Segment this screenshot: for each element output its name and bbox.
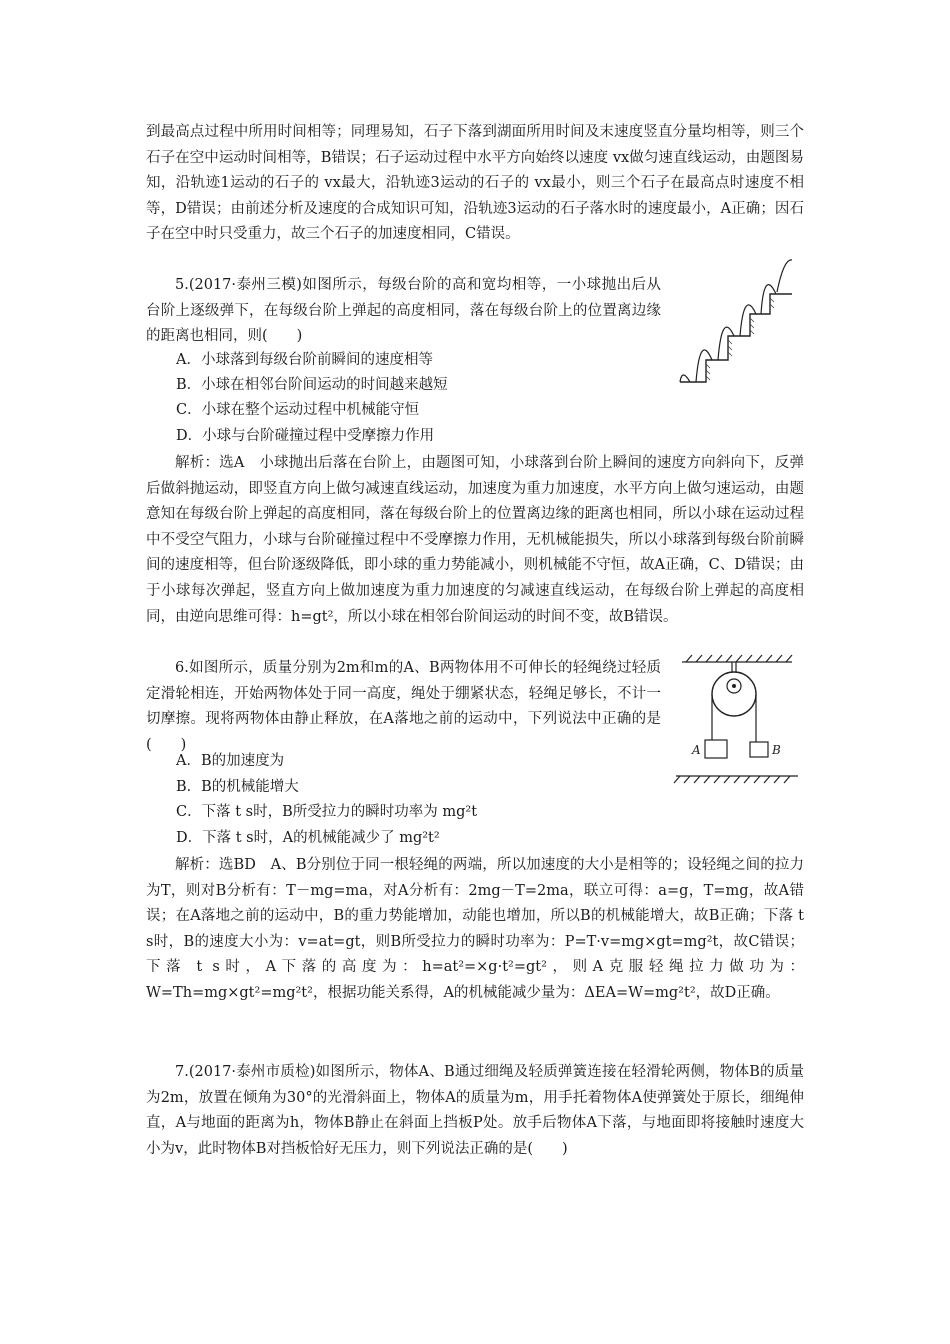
prev-analysis-paragraph: 到最高点过程中所用时间相等；同理易知，石子下落到湖面所用时间及末速度竖直分量均相等，则三个石子在空中运动时间相等，B错误；石子运动过程中水平方向始终以速度 vx做匀速直线运动，由题图易知，沿轨迹1运动的石子的 vx最大，沿轨迹3运动的石子的 vx最小，则三个石子在最高点时速度不相等，D错误；由前述分析及速度的合成知识可知，沿轨迹3运动的石子落水时的速度最小，A正确；因石子在空中时只受重力，故三个石子的加速度相同，C错误。 (146, 124, 804, 243)
q6-pulley-figure (672, 648, 807, 788)
q6-option-a[interactable]: A．B的加速度为 (176, 753, 285, 769)
q6-option-b[interactable]: B．B的机械能增大 (176, 779, 299, 795)
q7-stem: 7.(2017·泰州市质检)如图所示，物体A、B通过细绳及轻质弹簧连接在轻滑轮两侧，物体B的质量为2m，放置在倾角为30°的光滑斜面上，物体A的质量为m，用手托着物体A使弹簧处于原长，细绳伸直，A与地面的距离为h，物体B静止在斜面上挡板P处。放手后物体A下落，与地面即将接触时速度大小为v，此时物体B对挡板恰好无压力，则下列说法正确的是( ) (146, 1064, 804, 1157)
q5-option-c[interactable]: C．小球在整个运动过程中机械能守恒 (176, 402, 420, 418)
label-b: B (772, 743, 781, 757)
q6-option-c[interactable]: C．下落 t s时，B所受拉力的瞬时功率为 mg²t (176, 804, 478, 820)
q5-analysis: 解析：选A 小球抛出后落在台阶上，由题图可知，小球落到台阶上瞬间的速度方向斜向下，反弹后做斜抛运动，即竖直方向上做匀减速直线运动，加速度为重力加速度，水平方向上做匀速运动，由题意知在每级台阶上弹起的高度相同，落在每级台阶上的位置离边缘的距离也相同，所以小球在运动过程中不受空气阻力，小球与台阶碰撞过程中不受摩擦力作用，无机械能损失，所以小球落到每级台阶前瞬间的速度相等，但台阶逐级降低，即小球的重力势能减小，则机械能不守恒，故A正确，C、D错误；由于小球每次弹起，竖直方向上做加速度为重力加速度的匀减速直线运动，在每级台阶上弹起的高度相同，由逆向思维可得：h=gt²，所以小球在相邻台阶间运动的时间不变，故B错误。 (146, 455, 804, 625)
q5-stairs-figure (676, 258, 796, 388)
q6-option-d[interactable]: D．下落 t s时，A的机械能减少了 mg²t² (176, 830, 440, 846)
q6-stem: 6.如图所示，质量分别为2m和m的A、B两物体用不可伸长的轻绳绕过轻质定滑轮相连，开始两物体处于同一高度，绳处于绷紧状态，轻绳足够长，不计一切摩擦。现将两物体由静止释放，在A落地之前的运动中，下列说法中正确的是( ) (146, 660, 661, 753)
q6-analysis: 解析：选BD A、B分别位于同一根轻绳的两端，所以加速度的大小是相等的；设轻绳之间的拉力为T，则对B分析有：T－mg=ma，对A分析有：2mg－T=2ma，联立可得：a=g，T=mg，故A错误；在A落地之前的运动中，B的重力势能增加，动能也增加，所以B的机械能增大，故B正确；下落 t s时，B的速度大小为：v=at=gt，则B所受拉力的瞬时功率为：P=T·v=mg×gt=mg²t，故C错误；下落 t s时，A下落的高度为：h=at²=×g·t²=gt²，则A克服轻绳拉力做功为：W=Th=mg×gt²=mg²t²，根据功能关系得，A的机械能减少量为：ΔEA=W=mg²t²，故D正确。 (146, 857, 804, 1001)
q5-option-d[interactable]: D．小球与台阶碰撞过程中受摩擦力作用 (176, 428, 435, 444)
q5-option-a[interactable]: A．小球落到每级台阶前瞬间的速度相等 (176, 352, 433, 368)
q5-stem: 5.(2017·泰州三模)如图所示，每级台阶的高和宽均相等，一小球抛出后从台阶上逐级弹下，在每级台阶上弹起的高度相同，落在每级台阶上的位置离边缘的距离也相同，则( ) (146, 277, 661, 345)
q5-option-b[interactable]: B．小球在相邻台阶间运动的时间越来越短 (176, 377, 448, 393)
label-a: A (692, 743, 701, 757)
